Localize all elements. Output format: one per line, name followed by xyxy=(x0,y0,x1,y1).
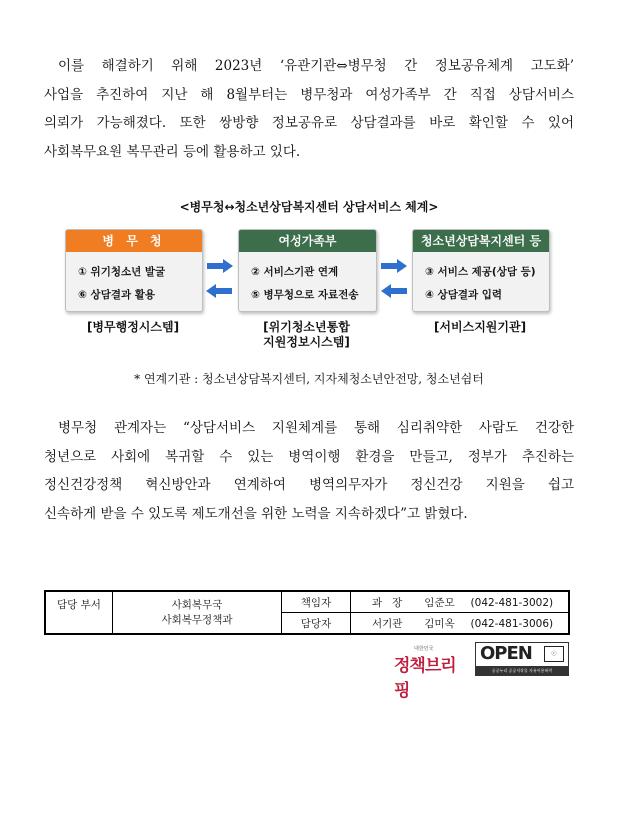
system-label xyxy=(238,320,375,350)
box-item: ④ 상담결과 입력 xyxy=(425,289,503,301)
contact-title: 과 장 xyxy=(372,596,403,609)
role-cell: 책임자 xyxy=(282,591,351,613)
dept-line: 사회복무국 xyxy=(171,598,223,611)
arrow-right-icon xyxy=(207,259,233,273)
system-label-line: 지원정보시스템] xyxy=(263,335,350,349)
box-item: ⑥ 상담결과 활용 xyxy=(78,289,156,301)
paragraph-line: 정신건강정책 혁신방안과 연계하여 병역의무자가 정신건강 지원을 쉽고 xyxy=(44,477,574,493)
logo-text: 정책브리핑 xyxy=(394,656,456,701)
box-header: 병 무 청 xyxy=(66,230,202,252)
contact-title: 서기관 xyxy=(371,617,403,630)
license-caption: 공공누리 공공저작물 자유이용허락 xyxy=(476,666,568,675)
paragraph-line: 신속하게 받을 수 있도록 제도개선을 위한 노력을 지속하겠다”고 밝혔다. xyxy=(44,505,468,522)
box-header: 여성가족부 xyxy=(239,230,376,252)
open-logo-text: OPEN xyxy=(480,643,532,664)
box-header: 청소년상담복지센터 등 xyxy=(413,230,549,252)
box-youth-counseling-center xyxy=(412,229,550,312)
policy-briefing-logo xyxy=(394,645,466,701)
paragraph-intro xyxy=(44,52,574,166)
dept-name xyxy=(113,591,282,634)
dept-line: 사회복무정책과 xyxy=(161,613,233,626)
open-license-logo xyxy=(475,642,569,676)
dept-label: 담당 부서 xyxy=(45,591,113,634)
box-item: ① 위기청소년 발굴 xyxy=(78,266,166,278)
logo-caption: 대한민국 xyxy=(414,646,434,652)
contact-phone: (042-481-3006) xyxy=(470,617,554,630)
box-item: ③ 서비스 제공(상담 등) xyxy=(425,266,536,278)
box-military-manpower xyxy=(65,229,203,312)
license-badge-icon: ⓒ xyxy=(544,646,564,662)
box-gender-family-ministry xyxy=(238,229,377,312)
contact-name: 임준모 xyxy=(424,596,455,609)
system-label: [병무행정시스템] xyxy=(86,320,180,334)
box-item: ⑤ 병무청으로 자료전송 xyxy=(251,289,359,301)
contact-cell xyxy=(351,613,570,635)
paragraph-line: 병무청 관계자는 “상담서비스 지원체계를 통해 심리취약한 사람도 건강한 xyxy=(58,420,574,436)
paragraph-line: 사회복무요원 복무관리 등에 활용하고 있다. xyxy=(44,143,301,160)
arrow-right-icon xyxy=(381,259,407,273)
paragraph-line: 청년으로 사회에 복귀할 수 있는 병역이행 환경을 만들고, 정부가 추진하는 xyxy=(44,448,574,465)
diagram-note: * 연계기관 : 청소년상담복지센터, 지자체청소년안전망, 청소년쉼터 xyxy=(134,372,484,386)
diagram-title: <병무청↔청소년상담복지센터 상담서비스 체계> xyxy=(179,200,439,214)
system-label-line: [위기청소년통합 xyxy=(263,320,350,334)
arrow-left-icon xyxy=(381,284,407,298)
contact-cell xyxy=(351,591,570,613)
box-item: ② 서비스기관 연계 xyxy=(251,266,339,278)
system-label: [서비스지원기관] xyxy=(433,320,527,334)
paragraph-line: 의뢰가 가능해졌다. 또한 쌍방향 정보공유로 상담결과를 바로 확인할 수 있어 xyxy=(44,115,574,131)
contact-name: 김미옥 xyxy=(424,617,455,630)
contact-phone: (042-481-3002) xyxy=(470,596,554,609)
contact-table xyxy=(44,590,570,635)
role-cell: 담당자 xyxy=(282,613,351,635)
paragraph-line: 사업을 추진하여 지난 해 8월부터는 병무청과 여성가족부 간 직접 상담서비스 xyxy=(44,86,574,103)
paragraph-quote xyxy=(44,414,574,528)
arrow-left-icon xyxy=(206,284,232,298)
paragraph-line: 이를 해결하기 위해 2023년 ‘유관기관⇔병무청 간 정보공유체계 고도화’ xyxy=(58,58,574,74)
